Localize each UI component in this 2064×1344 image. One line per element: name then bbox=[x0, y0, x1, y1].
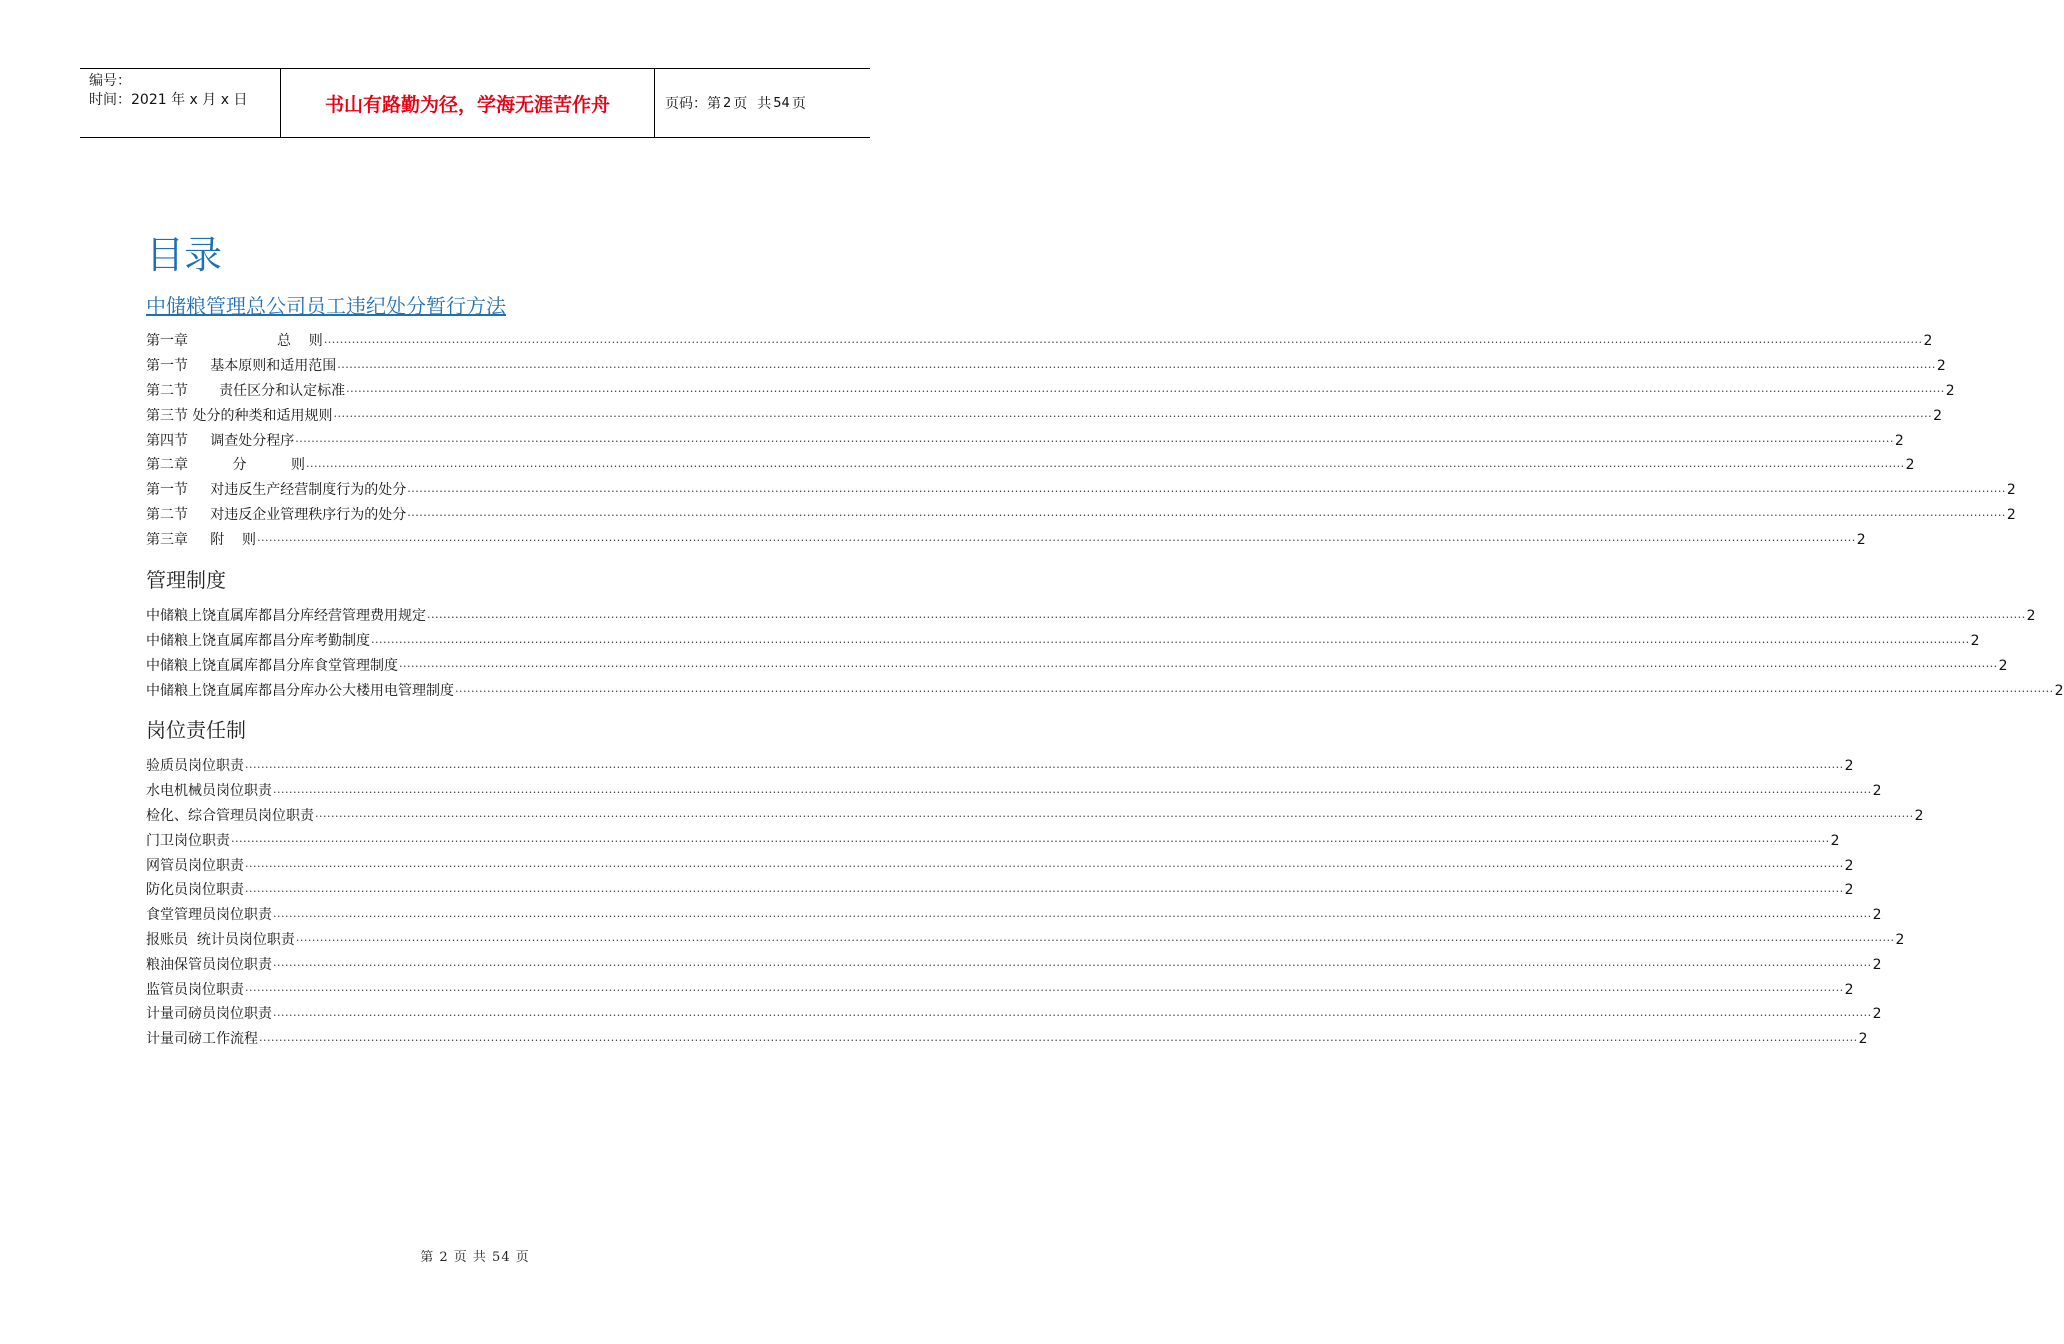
toc-entry[interactable] bbox=[146, 503, 2016, 528]
toc-entry-title: 中储粮上饶直属库都昌分库办公大楼用电管理制度 bbox=[146, 682, 454, 699]
toc-entry-page: 2 bbox=[1872, 956, 1882, 973]
toc-entry[interactable] bbox=[146, 478, 2016, 503]
toc-entry-leader: ................................................................................................................................................................................................................................................................................................................................................................................................................ bbox=[295, 431, 1894, 445]
toc-entry-page: 2 bbox=[1844, 758, 1854, 775]
toc-entry-leader: ................................................................................................................................................................................................................................................................................................................................................................................................................ bbox=[306, 456, 1905, 470]
toc-entry-leader: ................................................................................................................................................................................................................................................................................................................................................................................................................ bbox=[245, 980, 1844, 994]
toc-entry-title: 总 则 bbox=[188, 333, 323, 350]
motto-text: 书山有路勤为径，学海无涯苦作舟 bbox=[324, 93, 610, 116]
toc-entry-page: 2 bbox=[1858, 1031, 1868, 1048]
toc-entry-leader: ................................................................................................................................................................................................................................................................................................................................................................................................................ bbox=[295, 931, 1895, 945]
toc-entry-title: 水电机械员岗位职责 bbox=[146, 783, 272, 800]
toc-entry-title: 调查处分程序 bbox=[188, 432, 295, 449]
toc-entry-title: 处分的种类和适用规则 bbox=[188, 407, 333, 424]
toc-entry-page: 2 bbox=[1856, 531, 1866, 548]
toc-entry-page: 2 bbox=[1895, 931, 1905, 948]
page-label-prefix: 页码：第 bbox=[665, 96, 721, 112]
toc-entry[interactable] bbox=[146, 878, 1854, 903]
toc-entry[interactable] bbox=[146, 1027, 1868, 1052]
toc-entry-leader: ................................................................................................................................................................................................................................................................................................................................................................................................................ bbox=[245, 881, 1844, 895]
toc-entry-number: 第一节 bbox=[146, 358, 188, 375]
toc-entry[interactable] bbox=[146, 754, 1854, 779]
page-total-prefix: 共 bbox=[757, 96, 772, 112]
toc-entry-title: 中储粮上饶直属库都昌分库食堂管理制度 bbox=[146, 657, 398, 674]
toc-entry[interactable] bbox=[146, 853, 1854, 878]
toc-entry-title: 门卫岗位职责 bbox=[146, 832, 230, 849]
toc-entry-title: 对违反生产经营制度行为的处分 bbox=[188, 482, 407, 499]
toc-entry-page: 2 bbox=[1872, 907, 1882, 924]
toc-entry-page: 2 bbox=[1933, 407, 1943, 424]
toc-entry-title: 附 则 bbox=[188, 531, 257, 548]
toc-entry-page: 2 bbox=[1830, 832, 1840, 849]
toc-entry-page: 2 bbox=[1936, 358, 1946, 375]
toc-title: 目录 bbox=[146, 233, 223, 277]
toc-entry-leader: ................................................................................................................................................................................................................................................................................................................................................................................................................ bbox=[337, 357, 1936, 371]
toc-entry-leader: ................................................................................................................................................................................................................................................................................................................................................................................................................ bbox=[333, 407, 1933, 421]
toc-entry-page: 2 bbox=[1945, 382, 1955, 399]
toc-entry-page: 2 bbox=[1872, 1006, 1882, 1023]
toc-entry-title: 中储粮上饶直属库都昌分库经营管理费用规定 bbox=[146, 608, 426, 625]
toc-entry[interactable] bbox=[146, 379, 1955, 404]
toc-entry-leader: ................................................................................................................................................................................................................................................................................................................................................................................................................ bbox=[346, 382, 1945, 396]
toc-entry-leader: ................................................................................................................................................................................................................................................................................................................................................................................................................ bbox=[257, 531, 1856, 545]
toc-entry-leader: ................................................................................................................................................................................................................................................................................................................................................................................................................ bbox=[399, 657, 1998, 671]
toc-entry-leader: ................................................................................................................................................................................................................................................................................................................................................................................................................ bbox=[245, 856, 1844, 870]
toc-entry[interactable] bbox=[146, 903, 1882, 928]
toc-entry-leader: ................................................................................................................................................................................................................................................................................................................................................................................................................ bbox=[427, 607, 2026, 621]
toc-entry[interactable] bbox=[146, 453, 1915, 478]
page-current: 2 bbox=[723, 95, 732, 111]
toc-entry-leader: ................................................................................................................................................................................................................................................................................................................................................................................................................ bbox=[315, 807, 1914, 821]
toc-entry-page: 2 bbox=[1998, 657, 2008, 674]
toc-list-section1 bbox=[146, 329, 2016, 552]
time-label: 时间：2021 年 x 月 x 日 bbox=[89, 92, 248, 108]
toc-entry[interactable] bbox=[146, 977, 1854, 1002]
toc-entry-leader: ................................................................................................................................................................................................................................................................................................................................................................................................................ bbox=[323, 332, 1923, 346]
toc-entry-page: 2 bbox=[1844, 981, 1854, 998]
header-info-cell bbox=[80, 69, 281, 137]
toc-entry-title: 防化员岗位职责 bbox=[146, 882, 244, 899]
toc-entry-page: 2 bbox=[1844, 857, 1854, 874]
toc-entry[interactable] bbox=[146, 928, 1905, 953]
toc-entry[interactable] bbox=[146, 527, 1866, 552]
toc-entry-number: 第二节 bbox=[146, 506, 188, 523]
page-header bbox=[80, 68, 870, 138]
toc-entry[interactable] bbox=[146, 403, 1943, 428]
toc-entry-leader: ................................................................................................................................................................................................................................................................................................................................................................................................................ bbox=[231, 832, 1830, 846]
toc-entry-title: 中储粮上饶直属库都昌分库考勤制度 bbox=[146, 633, 370, 650]
toc-entry-title: 粮油保管员岗位职责 bbox=[146, 956, 272, 973]
toc-entry-leader: ................................................................................................................................................................................................................................................................................................................................................................................................................ bbox=[273, 782, 1872, 796]
toc-entry-page: 2 bbox=[1914, 807, 1924, 824]
toc-entry[interactable] bbox=[146, 354, 1946, 379]
toc-entry-title: 计量司磅员岗位职责 bbox=[146, 1006, 272, 1023]
toc-entry-leader: ................................................................................................................................................................................................................................................................................................................................................................................................................ bbox=[259, 1030, 1858, 1044]
header-page-cell bbox=[655, 69, 870, 137]
toc-entry-leader: ................................................................................................................................................................................................................................................................................................................................................................................................................ bbox=[273, 1005, 1872, 1019]
toc-entry-title: 分 则 bbox=[188, 457, 306, 474]
toc-entry-number: 第三章 bbox=[146, 531, 188, 548]
toc-entry-page: 2 bbox=[1970, 633, 1980, 650]
toc-entry-page: 2 bbox=[2006, 482, 2016, 499]
toc-entry-title: 监管员岗位职责 bbox=[146, 981, 244, 998]
toc-entry[interactable] bbox=[146, 604, 2036, 629]
page-footer: 第 2 页 共 54 页 bbox=[420, 1250, 530, 1265]
toc-entry-title: 基本原则和适用范围 bbox=[188, 358, 337, 375]
toc-entry-leader: ................................................................................................................................................................................................................................................................................................................................................................................................................ bbox=[245, 757, 1844, 771]
toc-entry[interactable] bbox=[146, 678, 2064, 703]
toc-entry-page: 2 bbox=[2006, 506, 2016, 523]
page-label-mid: 页 bbox=[733, 96, 748, 112]
toc-entry-number: 第二章 bbox=[146, 457, 188, 474]
toc-entry[interactable] bbox=[146, 428, 1904, 453]
serial-label: 编号： bbox=[89, 73, 131, 89]
toc-entry-number: 第一章 bbox=[146, 333, 188, 350]
toc-entry-title: 对违反企业管理秩序行为的处分 bbox=[188, 506, 407, 523]
toc-entry-title: 验质员岗位职责 bbox=[146, 758, 244, 775]
toc-entry-page: 2 bbox=[1894, 432, 1904, 449]
toc-entry-page: 2 bbox=[1872, 783, 1882, 800]
toc-list-section3 bbox=[146, 754, 1924, 1052]
toc-entry-number: 第二节 bbox=[146, 382, 188, 399]
toc-entry[interactable] bbox=[146, 1002, 1882, 1027]
toc-entry-page: 2 bbox=[1905, 457, 1915, 474]
toc-entry[interactable] bbox=[146, 329, 1933, 354]
toc-entry-page: 2 bbox=[1923, 333, 1933, 350]
toc-entry-page: 2 bbox=[2054, 682, 2064, 699]
toc-entry-title: 网管员岗位职责 bbox=[146, 857, 244, 874]
toc-entry[interactable] bbox=[146, 779, 1882, 804]
toc-entry[interactable] bbox=[146, 952, 1882, 977]
toc-entry-title: 报账员 统计员岗位职责 bbox=[146, 931, 295, 948]
toc-entry-leader: ................................................................................................................................................................................................................................................................................................................................................................................................................ bbox=[273, 956, 1872, 970]
toc-entry[interactable] bbox=[146, 804, 1924, 829]
toc-entry-leader: ................................................................................................................................................................................................................................................................................................................................................................................................................ bbox=[371, 632, 1970, 646]
toc-entry-page: 2 bbox=[1844, 882, 1854, 899]
toc-section-heading: 管理制度 bbox=[146, 568, 226, 592]
page-total: 54 bbox=[773, 95, 790, 111]
toc-entry-leader: ................................................................................................................................................................................................................................................................................................................................................................................................................ bbox=[407, 506, 2006, 520]
toc-entry-leader: ................................................................................................................................................................................................................................................................................................................................................................................................................ bbox=[407, 481, 2006, 495]
header-motto-cell bbox=[281, 69, 655, 137]
toc-entry-title: 食堂管理员岗位职责 bbox=[146, 907, 272, 924]
toc-list-section2 bbox=[146, 604, 2064, 703]
toc-section-heading: 岗位责任制 bbox=[146, 718, 246, 742]
page-label-suffix: 页 bbox=[791, 96, 806, 112]
toc-entry[interactable] bbox=[146, 629, 1980, 654]
toc-entry-number: 第三节 bbox=[146, 407, 188, 424]
toc-entry-leader: ................................................................................................................................................................................................................................................................................................................................................................................................................ bbox=[273, 906, 1872, 920]
toc-entry-page: 2 bbox=[2026, 608, 2036, 625]
toc-entry-title: 计量司磅工作流程 bbox=[146, 1031, 258, 1048]
toc-entry-title: 责任区分和认定标准 bbox=[188, 382, 346, 399]
toc-entry-number: 第四节 bbox=[146, 432, 188, 449]
toc-entry-leader: ................................................................................................................................................................................................................................................................................................................................................................................................................ bbox=[455, 682, 2054, 696]
toc-section-link[interactable]: 中储粮管理总公司员工违纪处分暂行方法 bbox=[146, 294, 506, 318]
toc-entry-number: 第一节 bbox=[146, 482, 188, 499]
toc-entry[interactable] bbox=[146, 828, 1840, 853]
toc-entry-title: 检化、综合管理员岗位职责 bbox=[146, 807, 314, 824]
toc-entry[interactable] bbox=[146, 654, 2008, 679]
